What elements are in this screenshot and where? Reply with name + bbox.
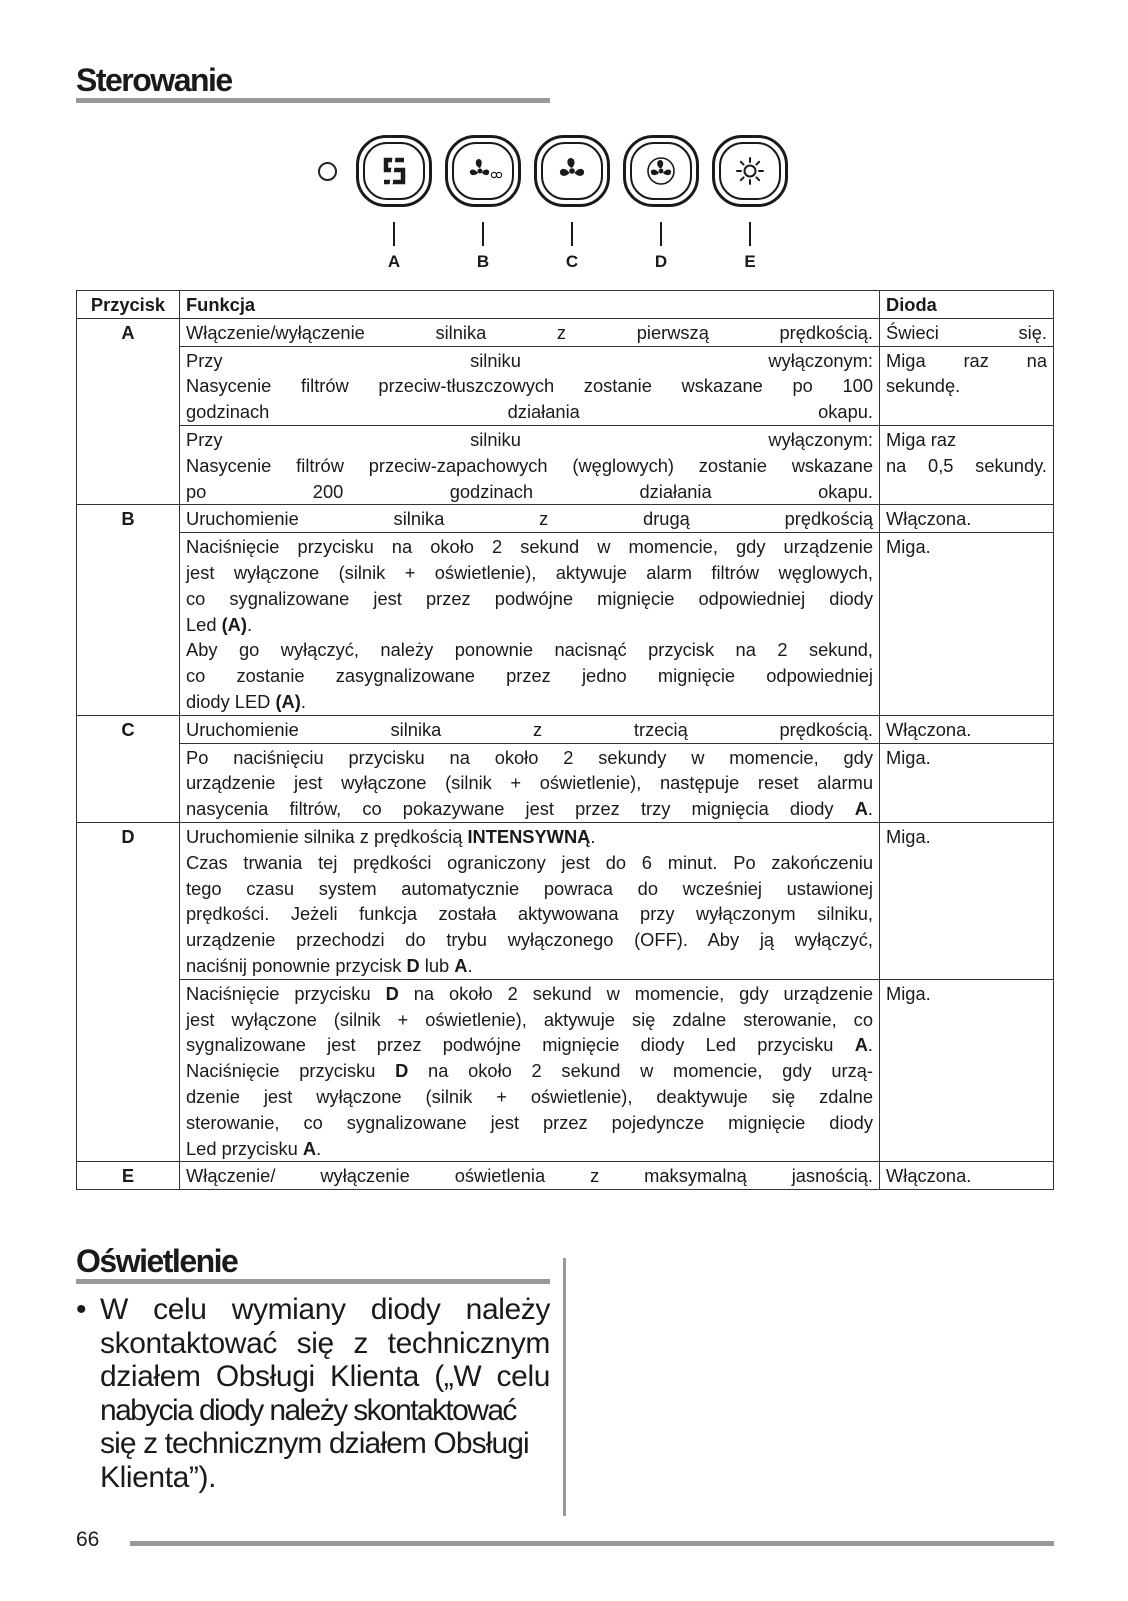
table-row	[77, 1162, 1054, 1190]
led-indicator	[318, 162, 337, 181]
fan-low-icon	[463, 153, 503, 189]
control-panel	[318, 130, 818, 275]
table-row	[77, 822, 1054, 979]
row-led: Miga raz na 0,5 sekundy.	[880, 425, 1054, 504]
row-function: Włączenie/ wyłączenie oświetlenia z maksymalną jasnością.	[180, 1162, 880, 1190]
table-row	[77, 425, 1054, 504]
button-b[interactable]	[445, 135, 521, 207]
row-function: Przy silniku wyłączonym: Nasycenie filtrów przeciw-zapachowych (węglowych) zostanie wskazane po 200 godzinach działania okapu.	[180, 425, 880, 504]
button-d-pointer	[660, 222, 662, 246]
button-e-label: E	[744, 252, 756, 271]
button-a-pointer	[393, 222, 395, 246]
row-button-a: A	[77, 318, 180, 505]
button-a[interactable]	[356, 135, 432, 207]
row-led: Miga.	[880, 979, 1054, 1162]
button-b-label: B	[476, 252, 490, 271]
row-button-b: B	[77, 505, 180, 715]
row-function: Po naciśnięciu przycisku na około 2 sekundy w momencie, gdy urządzenie jest wyłączone (silnik + oświetlenie), następuje reset alarmu nasycenia filtrów, co pokazywane jest przez trzy mignięcia diody A.	[180, 743, 880, 822]
row-led: Włączona.	[880, 505, 1054, 533]
row-led: Włączona.	[880, 1162, 1054, 1190]
button-c-pointer	[571, 222, 573, 246]
page-number: 66	[76, 1528, 100, 1551]
header-led: Dioda	[880, 291, 1054, 319]
header-function: Funkcja	[180, 291, 880, 319]
table-row	[77, 318, 1054, 346]
row-led: Włączona.	[880, 715, 1054, 743]
row-function: Uruchomienie silnika z drugą prędkością	[180, 505, 880, 533]
functions-table	[76, 290, 1054, 1190]
button-e-pointer	[749, 222, 751, 246]
row-led: Miga.	[880, 533, 1054, 716]
button-c-label: C	[565, 252, 579, 271]
row-function: Uruchomienie silnika z prędkością INTENSYWNĄ. Czas trwania tej prędkości ograniczony jest do 6 minut. Po zakończeniu tego czasu system automatycznie powraca do wcześniej ustawionej prędkości. Jeżeli funkcja została aktywowana przy wyłączonym silniku, urządzenie przechodzi do trybu wyłączonego (OFF). Aby ją wyłączyć, naciśnij ponownie przycisk D lub A.	[180, 822, 880, 979]
footer-rule	[130, 1541, 1054, 1546]
column-divider	[563, 1258, 566, 1516]
table-header-row	[77, 291, 1054, 319]
power-fan-icon	[376, 153, 412, 189]
fan-medium-icon	[554, 153, 590, 189]
button-b-pointer	[482, 222, 484, 246]
table-row	[77, 346, 1054, 425]
fan-intensive-icon	[643, 153, 679, 189]
light-icon	[732, 153, 768, 189]
button-e[interactable]	[712, 135, 788, 207]
table-row	[77, 505, 1054, 533]
button-c[interactable]	[534, 135, 610, 207]
button-d[interactable]	[623, 135, 699, 207]
button-d-label: D	[654, 252, 668, 271]
section-title-sterowanie: Sterowanie	[76, 62, 232, 98]
row-function: Uruchomienie silnika z trzecią prędkością.	[180, 715, 880, 743]
row-button-d: D	[77, 822, 180, 1161]
table-row	[77, 743, 1054, 822]
row-led: Miga raz na sekundę.	[880, 346, 1054, 425]
section-title-underline	[76, 1279, 550, 1284]
table-row	[77, 533, 1054, 716]
section-title-underline	[76, 98, 550, 103]
row-function: Naciśnięcie przycisku D na około 2 sekund w momencie, gdy urządzenie jest wyłączone (silnik + oświetlenie), aktywuje się zdalne sterowanie, co sygnalizowane jest przez podwójne mignięcie diody Led przycisku A. Naciśnięcie przycisku D na około 2 sekund w momencie, gdy urzą- dzenie jest wyłączone (silnik + oświetlenie), deaktywuje się zdalne sterowanie, co sygnalizowane jest przez pojedyncze mignięcie diody Led przycisku A.	[180, 979, 880, 1162]
lighting-note-text: W celu wymiany diody należy skontaktować się z technicznym działem Obsługi Klienta („W celu nabycia diody należy skontaktować się z technicznym działem Obsługi Klienta”).	[100, 1293, 550, 1494]
button-a-label: A	[387, 252, 401, 271]
row-button-c: C	[77, 715, 180, 822]
table-row	[77, 715, 1054, 743]
row-led: Świeci się.	[880, 318, 1054, 346]
table-row	[77, 979, 1054, 1162]
row-led: Miga.	[880, 822, 1054, 979]
row-led: Miga.	[880, 743, 1054, 822]
row-button-e: E	[77, 1162, 180, 1190]
row-function: Naciśnięcie przycisku na około 2 sekund w momencie, gdy urządzenie jest wyłączone (silnik + oświetlenie), aktywuje alarm filtrów węglowych, co sygnalizowane jest przez podwójne mignięcie odpowiedniej diody Led (A). Aby go wyłączyć, należy ponownie nacisnąć przycisk na 2 sekund, co zostanie zasygnalizowane przez jedno mignięcie odpowiedniej diody LED (A).	[180, 533, 880, 716]
row-function: Przy silniku wyłączonym: Nasycenie filtrów przeciw-tłuszczowych zostanie wskazane po 100 godzinach działania okapu.	[180, 346, 880, 425]
row-function: Włączenie/wyłączenie silnika z pierwszą prędkością.	[180, 318, 880, 346]
bullet-icon: •	[76, 1293, 87, 1326]
section-title-oswietlenie: Oświetlenie	[76, 1243, 238, 1279]
header-button: Przycisk	[77, 291, 180, 319]
